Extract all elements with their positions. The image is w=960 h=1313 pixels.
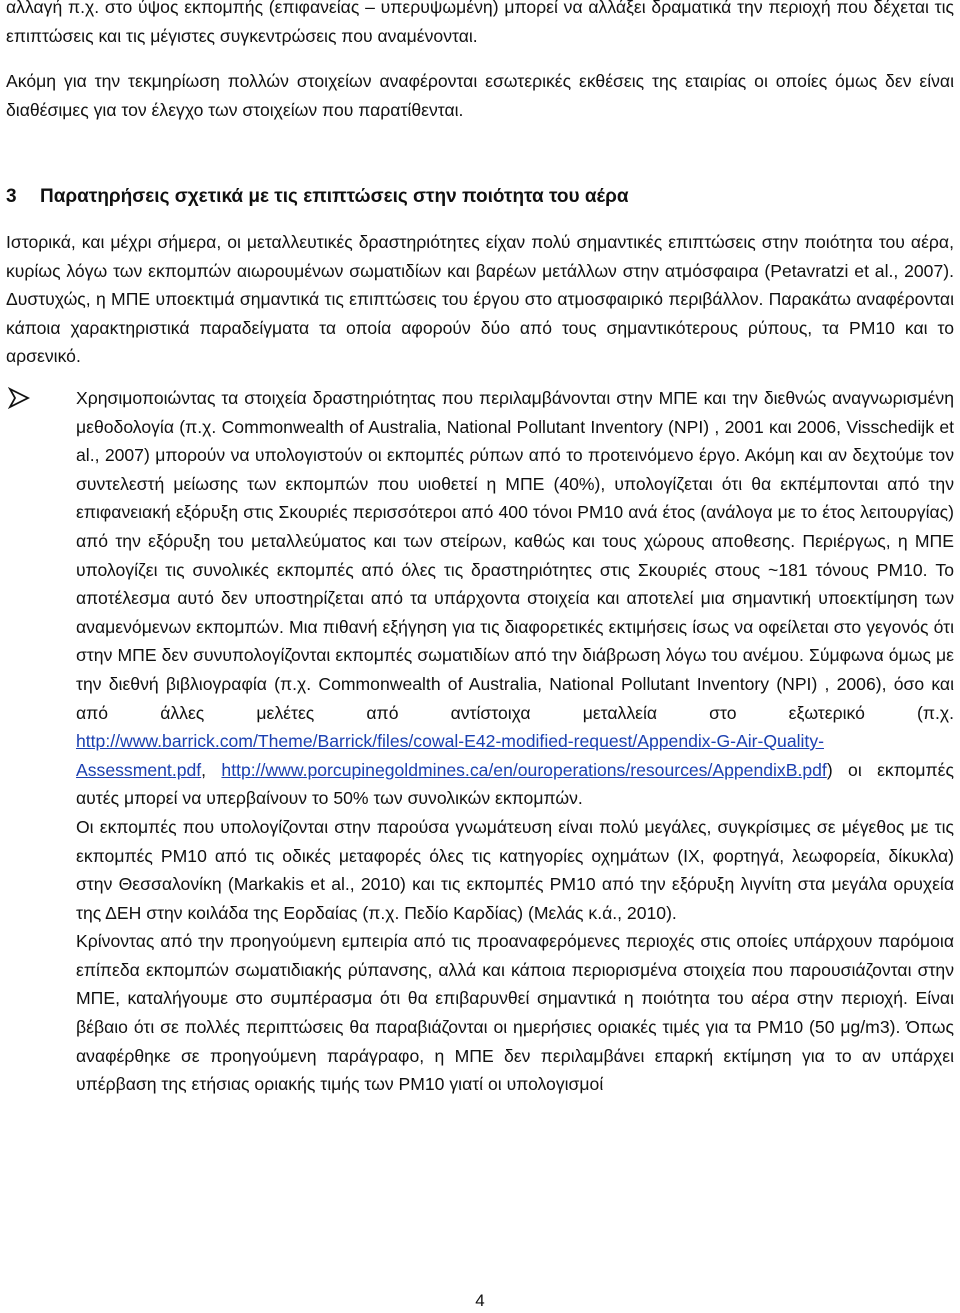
arrow-bullet-icon [8,387,30,409]
second-paragraph: Ακόμη για την τεκμηρίωση πολλών στοιχείων αναφέρονται εσωτερικές εκθέσεις της εταιρίας οι οποίες όμως δεν είναι διαθέσιμες για τον έλεγχο των στοιχείων που παρατίθενται. [6,71,954,120]
intro-paragraph: Ιστορικά, και μέχρι σήμερα, οι μεταλλευτικές δραστηριότητες είχαν πολύ σημαντικές επιπτώσεις στην ποιότητα του αέρα, κυρίως λόγω των εκπομπών αιωρουμένων σωματιδίων και βαρέων μετάλλων στην ατμόσφαιρα (Petavratzi et al., 2007). Δυστυχώς, η ΜΠΕ υποεκτιμά σημαντικά τις επιπτώσεις του έργου στο ατμοσφαιρικό περιβάλλον. Παρακάτω αναφέρονται κάποια χαρακτηριστικά παραδείγματα τα οποία αφορούν δύο από τους σημαντικότερους ρύπους, τα PM10 και το αρσενικό. [6,232,954,367]
section-heading [6,182,954,212]
barrick-link[interactable]: http://www.barrick.com/Theme/Barrick/files/cowal-E42-modified-request/Appendix-G-Air-Quality-Assessment.pdf [76,731,824,780]
bullet-text: Χρησιμοποιώντας τα στοιχεία δραστηριότητας που περιλαμβάνονται στην ΜΠΕ και την διεθνώς αναγνωρισμένη μεθοδολογία (π.χ. Commonwealth of Australia, National Pollutant Inventory (NPI) , 2001 και 2006, Visschedijk et al., 2007) μπορούν να υπολογιστούν οι εκπομπές ρύπων από το προτεινόμενο έργο. Ακόμη και αν δεχτούμε τον συντελεστή μείωσης των εκπομπών που υιοθετεί η ΜΠΕ (40%), υπολογίζεται ότι θα εκπέμπονται από την επιφανειακή εξόρυξη στις Σκουριές περισσότεροι από 400 τόνοι PM10 ανά έτος (ανάλογα με το έτος λειτουργίας) από την εξόρυξη του μεταλλεύματος και των στείρων, καθώς και τους χώρους αποθεσης. Περιέργως, η ΜΠΕ υπολογίζει τις συνολικές εκπομπές από όλες τις δραστηριότητες στις Σκουριές στους ~181 τόνους PM10. Το αποτέλεσμα αυτό δεν υποστηρίζεται από τα υπάρχοντα στοιχεία και αποτελεί μια σημαντική υποεκτίμηση των αναμενόμενων εκπομπών. Μια πιθανή εξήγηση για τις διαφορετικές εκτιμήσεις ίσως να οφείλεται στο γεγονός ότι στην ΜΠΕ δεν συνυπολογίζονται εκπομπές σωματιδίων από την διάβρωση λόγω του ανέμου. Σύμφωνα όμως με την διεθνή βιβλιογραφία (π.χ. Commonwealth of Australia, National Pollutant Inventory (NPI) , 2006), όσο και από άλλες μελέτες από αντίστοιχα μεταλλεία στο εξωτερικό (π.χ. [76,388,954,723]
top-paragraph: αλλαγή π.χ. στο ύψος εκπομπής (επιφανείας – υπερυψωμένη) μπορεί να αλλάξει δραματικά την περιοχή που δέχεται τις επιπτώσεις και τις μέγιστες συγκεντρώσεις που αναμένονται. [6,0,954,46]
section-number: 3 [6,186,17,207]
link-separator: , [201,759,222,780]
porcupine-link[interactable]: http://www.porcupinegoldmines.ca/en/ouroperations/resources/AppendixB.pdf [221,759,827,780]
bullet-paragraph-2: Οι εκπομπές που υπολογίζονται στην παρούσα γνωμάτευση είναι πολύ μεγάλες, συγκρίσιμες σε μέγεθος με τις εκπομπές PM10 από τις οδικές μεταφορές όλες τις κατηγορίες οχημάτων (ΙΧ, φορτηγά, λεωφορεία, δίκυκλα) στην Θεσσαλονίκη (Markakis et al., 2010) και τις εκπομπές PM10 από την εξόρυξη λιγνίτη στα μεγάλα ορυχεία της ΔΕΗ στην κοιλάδα της Εορδαίας (π.χ. Πεδίο Καρδίας) (Μελάς κ.ά., 2010). [76,816,954,923]
bullet-paragraph [76,384,954,813]
section-title: Παρατηρήσεις σχετικά με τις επιπτώσεις στην ποιότητα του αέρα [40,186,629,207]
bullet-text-end: ) οι εκπομπές αυτές μπορεί να υπερβαίνουν το 50% των συνολικών εκπομπών. [76,759,954,809]
page-number: 4 [475,1291,485,1310]
bullet-item [76,384,954,1099]
bullet-paragraph-3: Κρίνοντας από την προηγούμενη εμπειρία από τις προαναφερόμενες περιοχές στις οποίες υπάρχουν παρόμοια επίπεδα εκπομπών σωματιδιακής ρύπανσης, αλλά και κάποια περιορισμένα στοιχεία που παρουσιάζονται στην ΜΠΕ, καταλήγουμε στο συμπέρασμα ότι θα επιβαρυνθεί σημαντικά η ποιότητα του αέρα στην περιοχή. Είναι βέβαιο ότι σε πολλές περιπτώσεις θα παραβιάζονται οι ημερήσιες οριακές τιμές για τα PM10 (50 μg/m3). Όπως αναφέρθηκε σε προηγούμενη παράγραφο, η ΜΠΕ δεν περιλαμβάνει επαρκή εκτίμηση για το αν υπάρχει υπέρβαση της ετήσιας οριακής τιμής των PM10 γιατί οι υπολογισμοί [76,931,954,1095]
